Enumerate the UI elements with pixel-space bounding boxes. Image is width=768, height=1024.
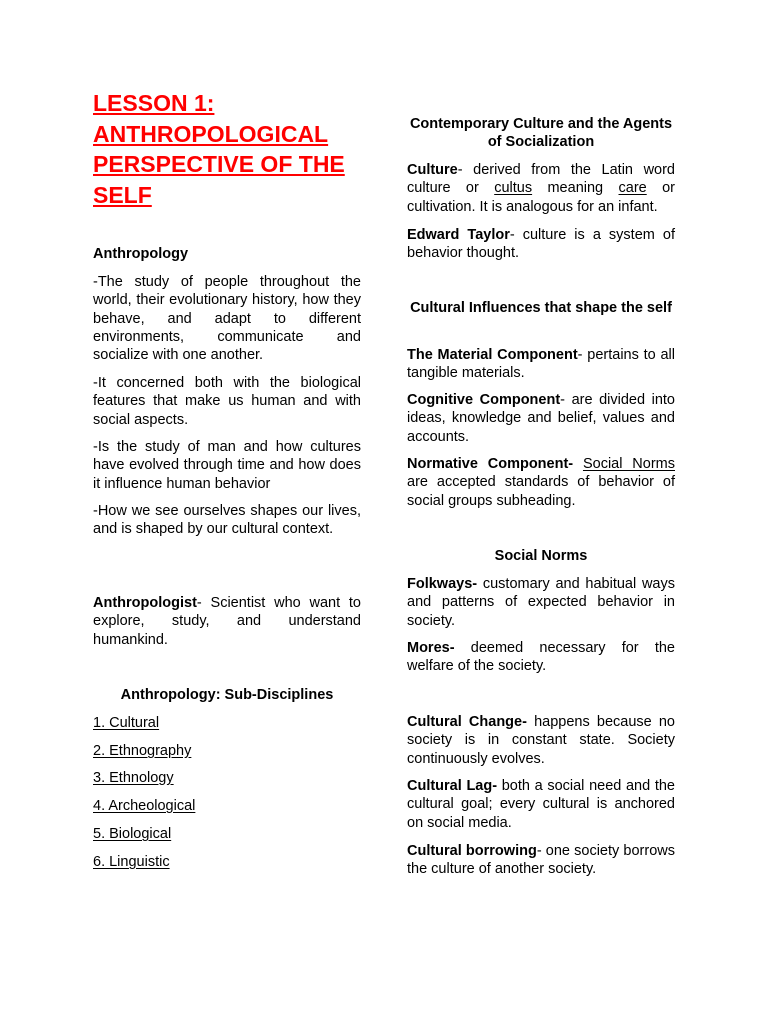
culture-def-part: - derived from the Latin word culture or [407, 162, 675, 197]
taylor-def: - culture is a system of behavior thought. [407, 227, 675, 262]
cultural-borrowing-term: Cultural borrowing [407, 843, 537, 859]
cultural-borrowing-def: - one society borrows the culture of another society. [407, 843, 675, 878]
folkways-def: customary and habitual ways and patterns of expected behavior in society. [407, 576, 675, 629]
subdiscipline-item: 4. Archeological [93, 798, 196, 814]
culture-term: Culture [407, 162, 458, 178]
folkways-term: Folkways- [407, 576, 478, 592]
social-norms-link: Social Norms [582, 456, 675, 472]
culture-definition [407, 161, 675, 216]
taylor-definition [407, 226, 675, 263]
cultural-change-definition [407, 713, 675, 768]
subdiscipline-item: 6. Linguistic [93, 854, 170, 870]
subdiscipline-item: 1. Cultural [93, 715, 160, 731]
heading-social-norms: Social Norms [494, 548, 588, 564]
folkways-definition [407, 575, 675, 630]
mores-def: deemed necessary for the welfare of the society. [407, 640, 675, 675]
cultural-change-def: happens because no society is in constant state. Society continuously evolves. [407, 714, 675, 767]
normative-def: are accepted standards of behavior of social groups subheading. [407, 474, 675, 509]
anthropology-paragraph-2: -It concerned both with the biological features that make us human and with social aspects. [93, 375, 361, 428]
anthropologist-definition [93, 594, 361, 649]
anthropology-paragraph-4: -How we see ourselves shapes our lives, and is shaped by our cultural context. [93, 503, 361, 538]
anthropology-heading: Anthropology [93, 246, 189, 262]
care-word: care [618, 180, 647, 197]
taylor-term: Edward Taylor [407, 227, 510, 243]
cognitive-def: - are divided into ideas, knowledge and belief, values and accounts. [407, 392, 675, 445]
material-component [407, 346, 675, 383]
cognitive-component [407, 391, 675, 446]
anthropology-paragraph-3: -Is the study of man and how cultures have evolved through time and how does it influence human behavior [93, 439, 361, 492]
cultural-lag-definition [407, 777, 675, 832]
anthropologist-term: Anthropologist [93, 595, 197, 611]
anthropologist-def: - Scientist who want to explore, study, and understand humankind. [93, 595, 361, 648]
material-term: The Material Component [407, 347, 578, 363]
mores-term: Mores- [407, 640, 455, 656]
cognitive-term: Cognitive Component [407, 392, 561, 408]
cultural-lag-def: both a social need and the cultural goal; every cultural is anchored on social media. [407, 778, 676, 831]
subdiscipline-item: 2. Ethnography [93, 743, 192, 759]
subdiscipline-item: 5. Biological [93, 826, 172, 842]
cultural-borrowing-definition [407, 842, 675, 879]
heading-contemporary-culture: Contemporary Culture and the Agents of Socialization [409, 116, 673, 151]
anthropology-paragraph-1: -The study of people throughout the world, their evolutionary history, how they behave, and adapt to different environments, communicate and socialize with one another. [93, 274, 361, 364]
mores-definition [407, 639, 675, 676]
culture-def-part: meaning [532, 180, 619, 197]
culture-def-part: or cultivation. It is analogous for an infant. [407, 180, 675, 215]
normative-term: Normative Component- [407, 456, 574, 472]
subdiscipline-item: 3. Ethnology [93, 770, 174, 786]
lesson-title: LESSON 1: ANTHROPOLOGICAL PERSPECTIVE OF THE SELF [93, 90, 345, 208]
heading-cultural-influences: Cultural Influences that shape the self [410, 300, 672, 316]
cultural-change-term: Cultural Change- [407, 714, 527, 730]
subdisciplines-heading: Anthropology: Sub-Disciplines [120, 687, 334, 703]
cultus-word: cultus [494, 180, 533, 197]
normative-component [407, 455, 675, 510]
cultural-lag-term: Cultural Lag- [407, 778, 498, 794]
material-def: - pertains to all tangible materials. [407, 347, 675, 382]
